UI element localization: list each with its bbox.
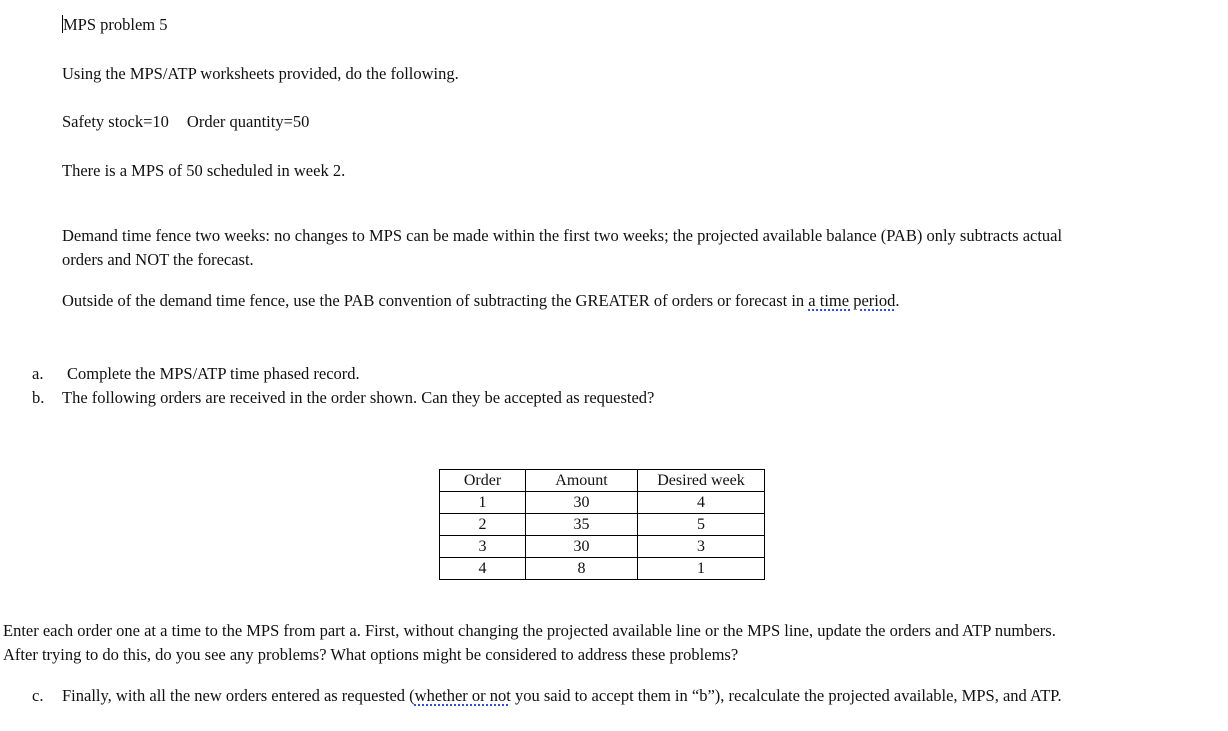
- document-title: [62, 14, 168, 36]
- table-row: [440, 536, 765, 558]
- outside-fence-suffix: .: [895, 291, 900, 310]
- outside-fence-paragraph: [62, 290, 899, 312]
- header-desired-week: Desired week: [638, 470, 765, 492]
- intro-paragraph: Using the MPS/ATP worksheets provided, do the following.: [62, 64, 459, 83]
- cell-order: 3: [440, 536, 526, 558]
- table-row: [440, 514, 765, 536]
- cell-order: 4: [440, 558, 526, 580]
- order-quantity-text: Order quantity=50: [186, 112, 310, 131]
- table-header-row: [440, 470, 765, 492]
- header-amount: Amount: [526, 470, 638, 492]
- orders-table: [439, 469, 765, 580]
- item-c-text: [62, 685, 1062, 707]
- parameters-line: [62, 111, 309, 133]
- cell-amount: 30: [526, 492, 638, 514]
- cell-desired-week: 4: [638, 492, 765, 514]
- grammar-flagged-text: a time period: [808, 291, 896, 310]
- cell-order: 2: [440, 514, 526, 536]
- cell-amount: 8: [526, 558, 638, 580]
- header-order: Order: [440, 470, 526, 492]
- item-c-suffix: you said to accept them in “b”), recalculate the projected available, MPS, and ATP.: [510, 686, 1062, 705]
- cell-desired-week: 5: [638, 514, 765, 536]
- scheduled-mps-paragraph: There is a MPS of 50 scheduled in week 2.: [62, 161, 346, 180]
- cell-desired-week: 3: [638, 536, 765, 558]
- item-b-marker: b.: [32, 388, 45, 407]
- enter-orders-line-1: Enter each order one at a time to the MPS from part a. First, without changing the projected available line or the MPS line, update the orders and ATP numbers.: [3, 621, 1056, 640]
- item-a-marker: a.: [32, 364, 44, 383]
- cell-amount: 35: [526, 514, 638, 536]
- cell-desired-week: 1: [638, 558, 765, 580]
- table-row: [440, 558, 765, 580]
- cell-order: 1: [440, 492, 526, 514]
- item-c-prefix: Finally, with all the new orders entered as requested (: [62, 686, 415, 705]
- outside-fence-prefix: Outside of the demand time fence, use the PAB convention of subtracting the GREATER of orders or forecast in: [62, 291, 809, 310]
- item-a-text: Complete the MPS/ATP time phased record.: [67, 364, 360, 383]
- demand-fence-line-1: Demand time fence two weeks: no changes to MPS can be made within the first two weeks; the projected available balance (PAB) only subtracts actual: [62, 226, 1063, 245]
- title-text: MPS problem 5: [63, 15, 168, 34]
- enter-orders-line-2: After trying to do this, do you see any problems? What options might be considered to address these problems?: [3, 645, 739, 664]
- item-c-marker: c.: [32, 686, 44, 705]
- safety-stock-text: Safety stock=10: [62, 112, 169, 131]
- demand-fence-line-2: orders and NOT the forecast.: [62, 250, 254, 269]
- item-b-text: The following orders are received in the order shown. Can they be accepted as requested?: [62, 388, 655, 407]
- table-row: [440, 492, 765, 514]
- grammar-flagged-text: whether or not: [414, 686, 511, 705]
- cell-amount: 30: [526, 536, 638, 558]
